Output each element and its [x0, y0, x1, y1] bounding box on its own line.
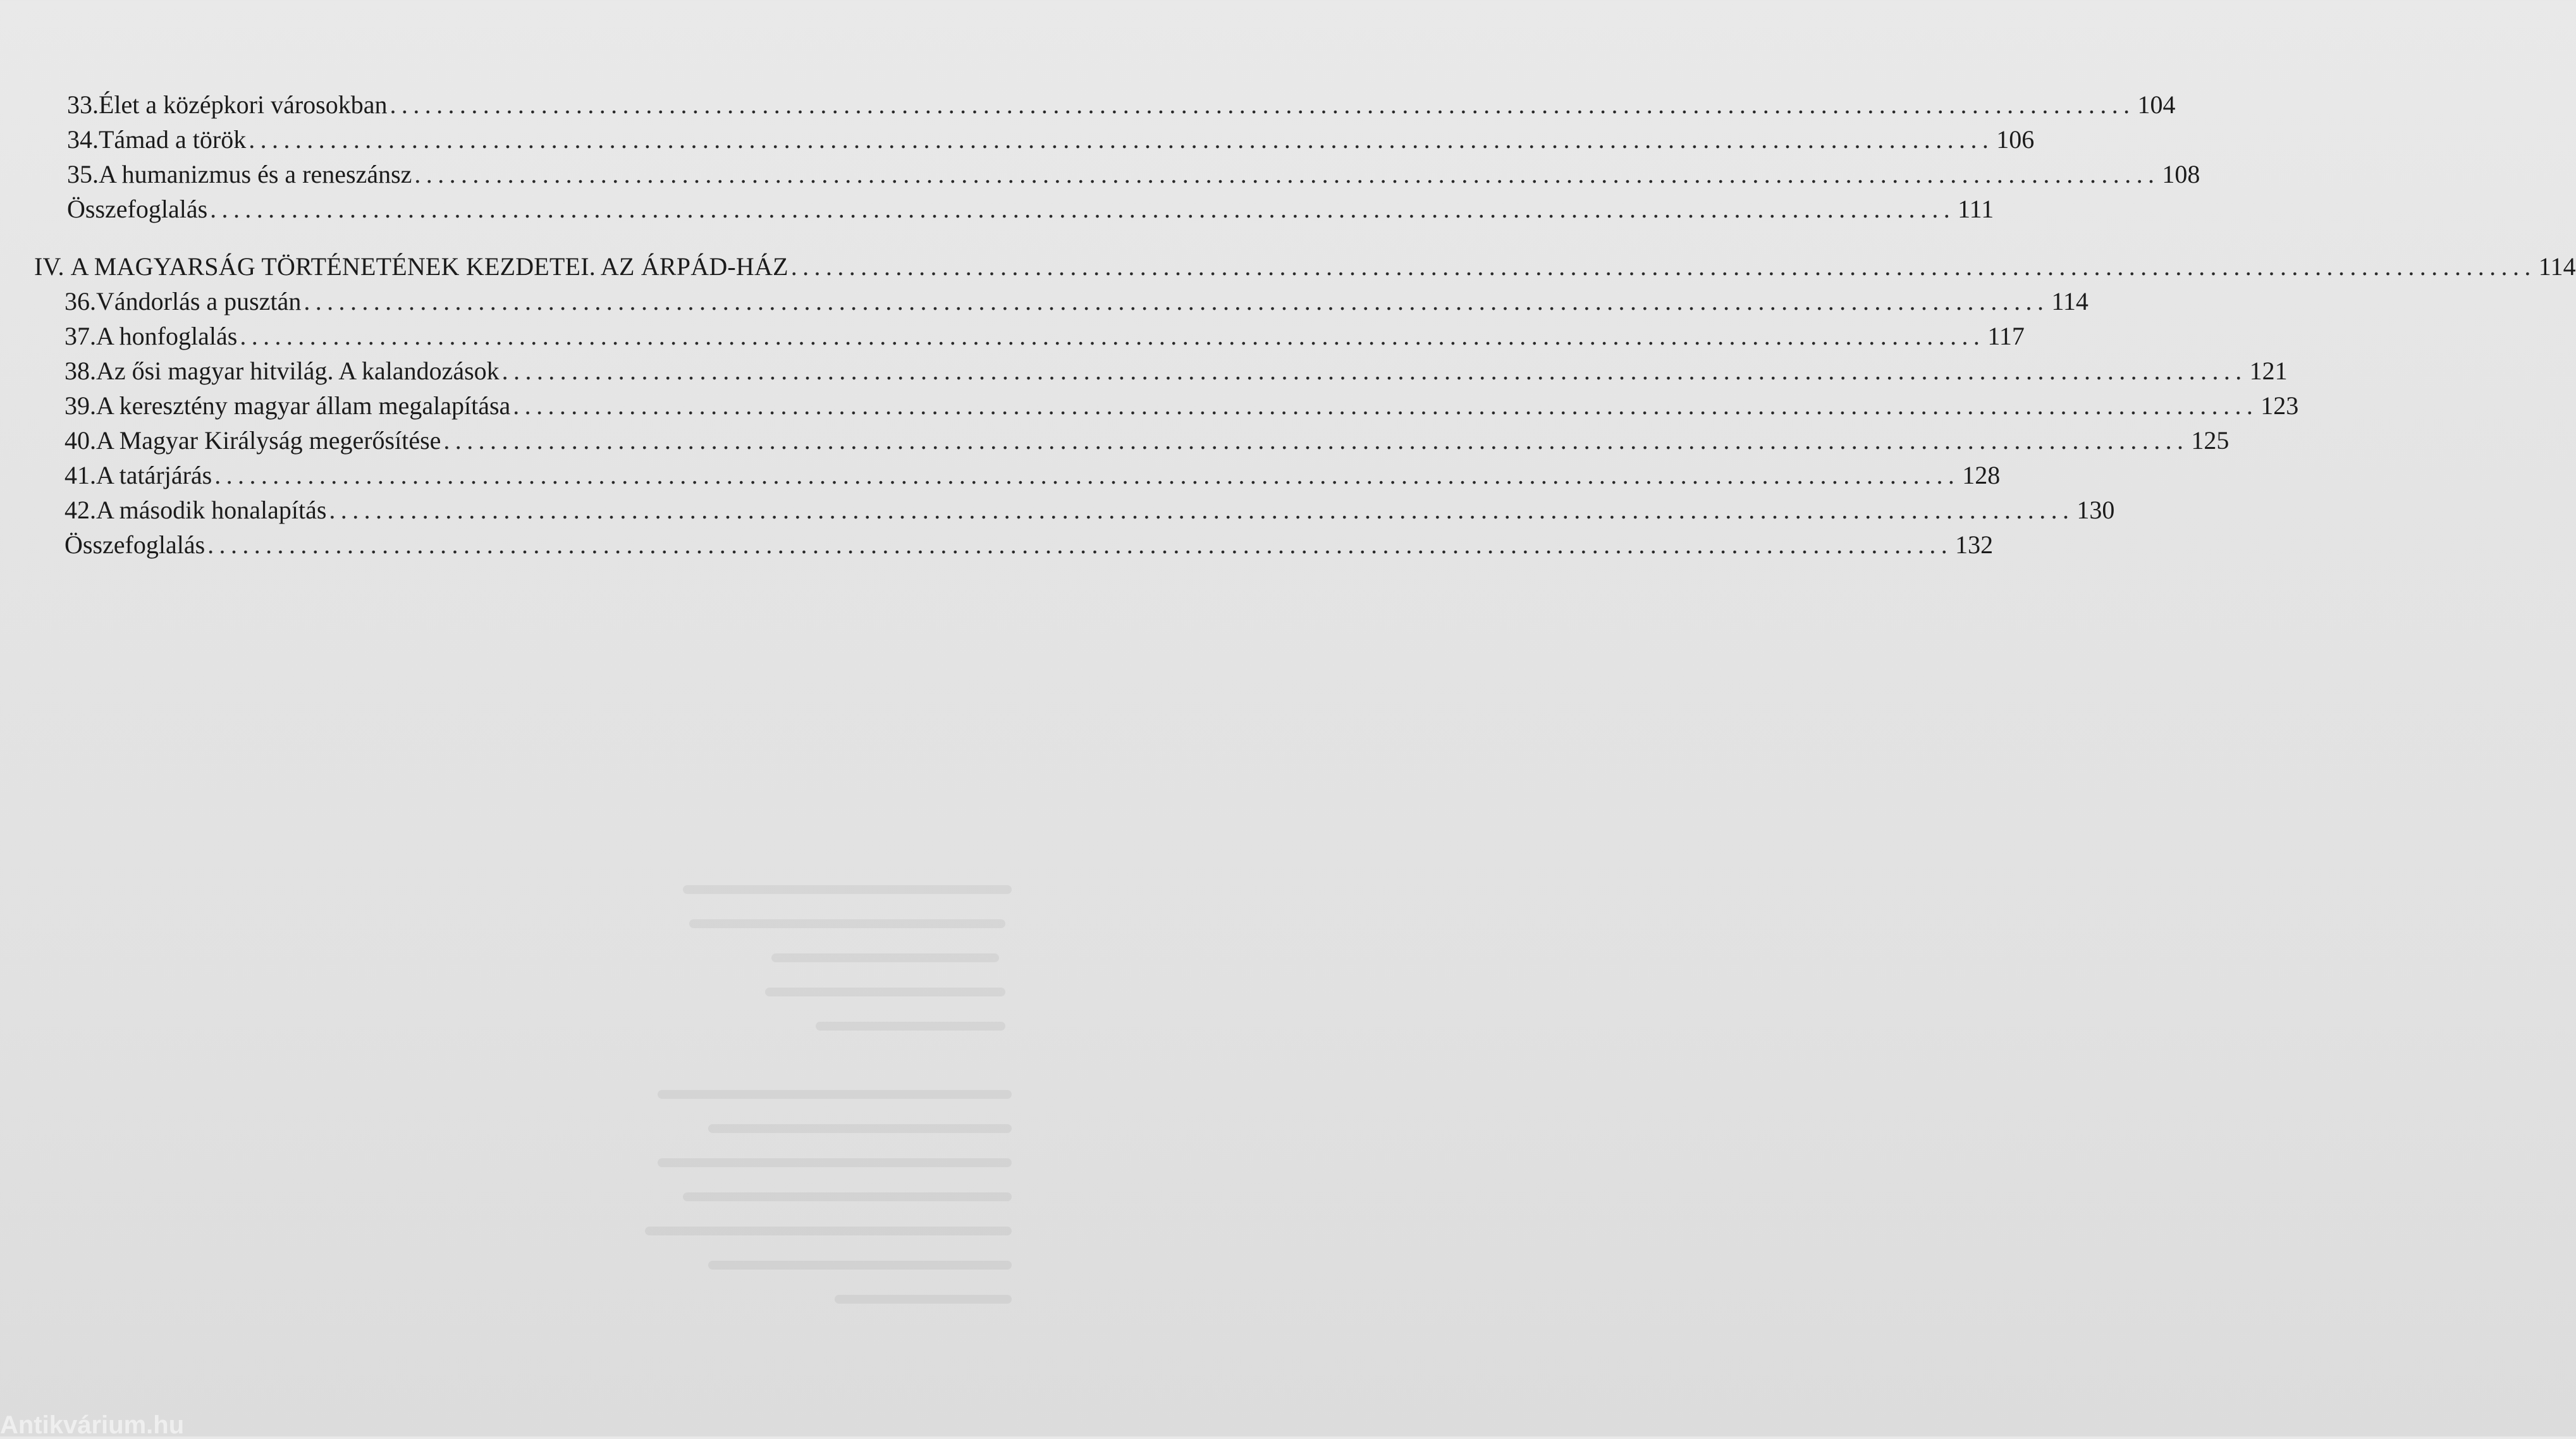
dot-leader: ......................................................................................................................................................: [501, 357, 2247, 385]
dot-leader: ......................................................................................................................................................: [214, 461, 1960, 489]
toc-entry-page: 106: [1996, 125, 2035, 154]
toc-entry-number: 41.: [64, 461, 96, 489]
toc-row-36: [64, 284, 2088, 319]
toc-row-34: [67, 122, 2035, 157]
dot-leader: ......................................................................................................................................................: [389, 90, 2135, 119]
toc-entry-page: 104: [2137, 90, 2176, 119]
dot-leader: ......................................................................................................................................................: [513, 391, 2259, 420]
dot-leader: ......................................................................................................................................................: [210, 195, 1956, 223]
dot-leader: ......................................................................................................................................................: [207, 530, 1953, 559]
dot-leader: ......................................................................................................................................................: [443, 426, 2189, 455]
chapter-title: A MAGYARSÁG TÖRTÉNETÉNEK KEZDETEI. AZ ÁRPÁD-HÁZ: [70, 252, 788, 281]
watermark-text: Antikvárium.hu: [0, 1411, 185, 1439]
toc-entry-title: Vándorlás a pusztán: [96, 287, 302, 315]
toc-entry-number: 39.: [64, 391, 96, 420]
toc-entry-title: A tatárjárás: [96, 461, 212, 489]
dot-leader: ......................................................................................................................................................: [790, 252, 2536, 281]
toc-chapter-iv: [34, 249, 2576, 285]
toc-entry-title: Élet a középkori városokban: [99, 90, 388, 119]
toc-entry-number: 36.: [64, 287, 96, 315]
toc-row-41: [64, 458, 2001, 493]
toc-entry-page: 125: [2191, 426, 2229, 455]
dot-leader: ......................................................................................................................................................: [240, 322, 1985, 350]
toc-entry-page: 114: [2051, 287, 2088, 315]
toc-entry-title: A második honalapítás: [96, 496, 327, 524]
toc-row-39: [64, 388, 2299, 424]
toc-row-35: [67, 157, 2200, 192]
toc-entry-number: 33.: [67, 90, 99, 119]
dot-leader: ......................................................................................................................................................: [414, 160, 2160, 188]
toc-row-38: [64, 353, 2288, 389]
toc-entry-number: 42.: [64, 496, 96, 524]
toc-row-37: [64, 319, 2025, 354]
toc-entry-title: Összefoglalás: [67, 195, 208, 223]
toc-entry-page: 130: [2076, 496, 2115, 524]
dot-leader: ......................................................................................................................................................: [248, 125, 1994, 154]
toc-entry-page: 128: [1962, 461, 2001, 489]
toc-entry-page: 117: [1987, 322, 2025, 350]
toc-entry-page: 108: [2162, 160, 2200, 188]
toc-entry-number: 35.: [67, 160, 99, 188]
toc-entry-page: 121: [2249, 357, 2288, 385]
toc-entry-number: 37.: [64, 322, 96, 350]
toc-entry-number: 34.: [67, 125, 99, 154]
toc-row-33: [67, 87, 2176, 123]
toc-row-40: [64, 423, 2229, 458]
toc-entry-number: 38.: [64, 357, 96, 385]
dot-leader: ......................................................................................................................................................: [304, 287, 2049, 315]
toc-row-summary-4: [64, 527, 1994, 563]
toc-row-42: [64, 493, 2115, 528]
chapter-number: IV.: [34, 252, 64, 281]
dot-leader: ......................................................................................................................................................: [329, 496, 2075, 524]
toc-entry-page: 123: [2260, 391, 2299, 420]
toc-entry-page: 114: [2538, 252, 2576, 281]
toc-entry-page: 111: [1958, 195, 1994, 223]
toc-entry-title: A honfoglalás: [96, 322, 238, 350]
toc-entry-number: 40.: [64, 426, 96, 455]
toc-row-summary-3: [67, 192, 1994, 227]
toc-entry-page: 132: [1955, 530, 1994, 559]
toc-entry-title: A humanizmus és a reneszánsz: [99, 160, 412, 188]
toc-entry-title: Támad a török: [99, 125, 247, 154]
toc-entry-title: Az ősi magyar hitvilág. A kalandozások: [96, 357, 500, 385]
show-through-text: [645, 885, 1050, 1391]
toc-entry-title: Összefoglalás: [64, 530, 205, 559]
toc-entry-title: A Magyar Királyság megerősítése: [96, 426, 441, 455]
toc-entry-title: A keresztény magyar állam megalapítása: [96, 391, 511, 420]
